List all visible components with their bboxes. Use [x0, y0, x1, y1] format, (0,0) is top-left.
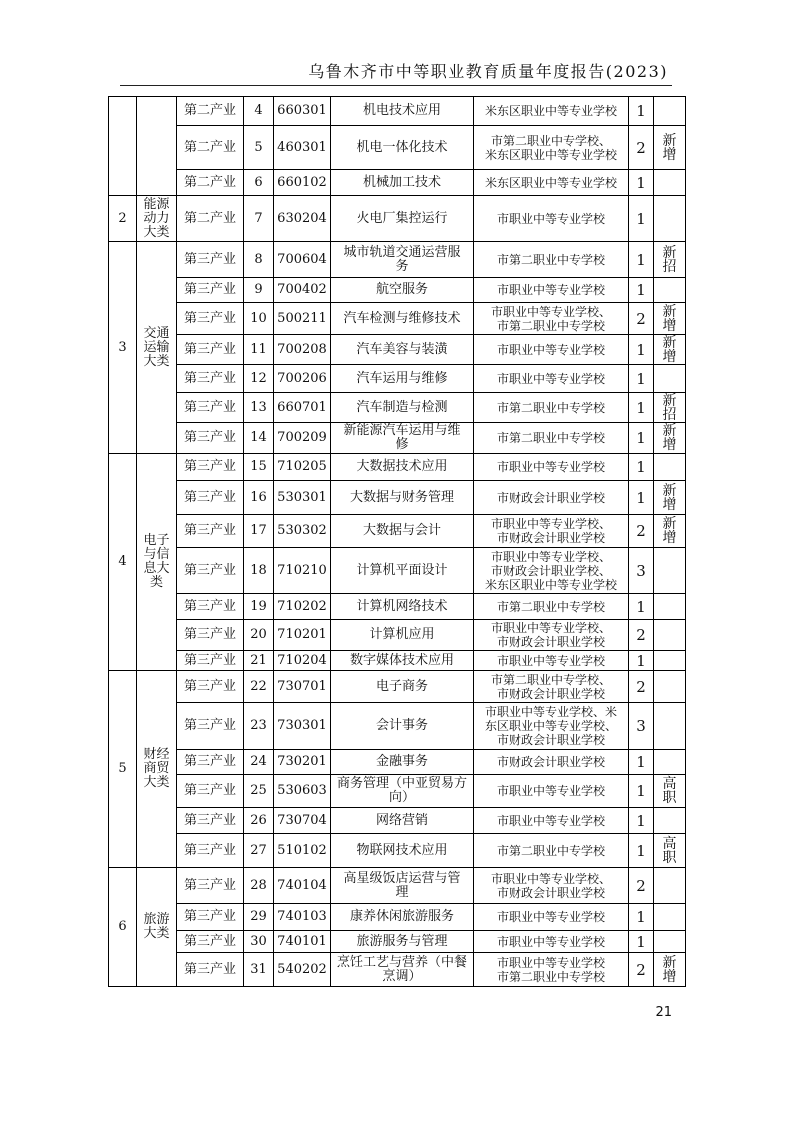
industry-cell: 第三产业: [177, 278, 244, 303]
table-row: [109, 126, 686, 170]
school-cell: 市第二职业中专学校: [474, 834, 629, 868]
industry-cell: 第三产业: [177, 242, 244, 278]
table-row: [109, 365, 686, 393]
major-cell: 汽车运用与维修: [331, 365, 474, 393]
table-row: [109, 775, 686, 808]
remark-cell: [654, 931, 686, 953]
sequence-cell: 31: [244, 953, 274, 987]
sequence-cell: 21: [244, 651, 274, 671]
table-row: [109, 170, 686, 196]
remark-cell: 高 职: [654, 834, 686, 868]
count-cell: 1: [629, 481, 654, 515]
code-cell: 540202: [274, 953, 331, 987]
major-cell: 旅游服务与管理: [331, 931, 474, 953]
table-row: [109, 834, 686, 868]
count-cell: 1: [629, 775, 654, 808]
school-cell: 市职业中等专业学校 市第二职业中专学校: [474, 953, 629, 987]
code-cell: 730704: [274, 808, 331, 834]
code-cell: 660301: [274, 97, 331, 126]
code-cell: 460301: [274, 126, 331, 170]
industry-cell: 第三产业: [177, 548, 244, 594]
major-cell: 会计事务: [331, 703, 474, 750]
code-cell: 700604: [274, 242, 331, 278]
sequence-cell: 10: [244, 303, 274, 335]
industry-cell: 第三产业: [177, 834, 244, 868]
remark-cell: 新 招: [654, 242, 686, 278]
major-cell: 烹饪工艺与营养（中餐 烹调）: [331, 953, 474, 987]
major-cell: 网络营销: [331, 808, 474, 834]
industry-cell: 第三产业: [177, 454, 244, 481]
code-cell: 700206: [274, 365, 331, 393]
table-row: [109, 931, 686, 953]
remark-cell: [654, 365, 686, 393]
remark-cell: [654, 548, 686, 594]
sequence-cell: 23: [244, 703, 274, 750]
category-number: 6: [109, 868, 137, 987]
table-row: [109, 393, 686, 423]
sequence-cell: 27: [244, 834, 274, 868]
count-cell: 1: [629, 454, 654, 481]
school-cell: 市职业中等专业学校: [474, 335, 629, 365]
table-row: [109, 651, 686, 671]
industry-cell: 第三产业: [177, 651, 244, 671]
school-cell: 市职业中等专业学校、米 东区职业中等专业学校、 市财政会计职业学校: [474, 703, 629, 750]
industry-cell: 第三产业: [177, 303, 244, 335]
industry-cell: 第三产业: [177, 904, 244, 931]
code-cell: 730701: [274, 671, 331, 703]
industry-cell: 第三产业: [177, 620, 244, 651]
table-row: [109, 868, 686, 904]
sequence-cell: 19: [244, 594, 274, 620]
table-row: [109, 481, 686, 515]
major-cell: 数字媒体技术应用: [331, 651, 474, 671]
school-cell: 市职业中等专业学校、 市财政会计职业学校: [474, 868, 629, 904]
table-row: [109, 303, 686, 335]
table-row: [109, 808, 686, 834]
code-cell: 710202: [274, 594, 331, 620]
school-cell: 市职业中等专业学校: [474, 775, 629, 808]
school-cell: 市职业中等专业学校: [474, 454, 629, 481]
major-cell: 康养休闲旅游服务: [331, 904, 474, 931]
code-cell: 500211: [274, 303, 331, 335]
school-cell: 市财政会计职业学校: [474, 481, 629, 515]
count-cell: 1: [629, 750, 654, 775]
table-row: [109, 750, 686, 775]
remark-cell: 新 招: [654, 393, 686, 423]
sequence-cell: 13: [244, 393, 274, 423]
count-cell: 1: [629, 335, 654, 365]
page-header: [120, 59, 672, 86]
count-cell: 1: [629, 393, 654, 423]
count-cell: 1: [629, 651, 654, 671]
industry-cell: 第三产业: [177, 671, 244, 703]
major-cell: 机械加工技术: [331, 170, 474, 196]
sequence-cell: 7: [244, 196, 274, 242]
table-row: [109, 953, 686, 987]
major-cell: 高星级饭店运营与管 理: [331, 868, 474, 904]
code-cell: 710205: [274, 454, 331, 481]
industry-cell: 第二产业: [177, 126, 244, 170]
industry-cell: 第三产业: [177, 703, 244, 750]
school-cell: 市职业中等专业学校、 市财政会计职业学校、 米东区职业中等专业学校: [474, 548, 629, 594]
industry-cell: 第三产业: [177, 808, 244, 834]
industry-cell: 第三产业: [177, 515, 244, 548]
industry-cell: 第二产业: [177, 97, 244, 126]
category-name: 能源 动力 大类: [137, 196, 177, 242]
remark-cell: 新 增: [654, 335, 686, 365]
sequence-cell: 8: [244, 242, 274, 278]
category-number: 5: [109, 671, 137, 868]
category-number: 4: [109, 454, 137, 671]
remark-cell: [654, 868, 686, 904]
count-cell: 1: [629, 196, 654, 242]
category-name: 财经 商贸 大类: [137, 671, 177, 868]
table-row: [109, 904, 686, 931]
industry-cell: 第三产业: [177, 594, 244, 620]
industry-cell: 第三产业: [177, 931, 244, 953]
category-name: 电子 与信 息大 类: [137, 454, 177, 671]
sequence-cell: 6: [244, 170, 274, 196]
school-cell: 市职业中等专业学校: [474, 651, 629, 671]
remark-cell: [654, 703, 686, 750]
industry-cell: 第三产业: [177, 481, 244, 515]
category-name: 交通 运输 大类: [137, 242, 177, 454]
code-cell: 660102: [274, 170, 331, 196]
count-cell: 1: [629, 423, 654, 454]
major-cell: 机电技术应用: [331, 97, 474, 126]
code-cell: 530302: [274, 515, 331, 548]
sequence-cell: 17: [244, 515, 274, 548]
industry-cell: 第二产业: [177, 196, 244, 242]
category-number: 2: [109, 196, 137, 242]
category-number: 3: [109, 242, 137, 454]
code-cell: 530301: [274, 481, 331, 515]
school-cell: 市第二职业中专学校: [474, 242, 629, 278]
code-cell: 700209: [274, 423, 331, 454]
school-cell: 市职业中等专业学校: [474, 365, 629, 393]
sequence-cell: 14: [244, 423, 274, 454]
major-cell: 航空服务: [331, 278, 474, 303]
industry-cell: 第三产业: [177, 423, 244, 454]
table-row: [109, 278, 686, 303]
code-cell: 530603: [274, 775, 331, 808]
remark-cell: [654, 594, 686, 620]
category-name: [137, 97, 177, 196]
count-cell: 2: [629, 515, 654, 548]
remark-cell: 新 增: [654, 126, 686, 170]
industry-cell: 第三产业: [177, 953, 244, 987]
sequence-cell: 28: [244, 868, 274, 904]
industry-cell: 第三产业: [177, 365, 244, 393]
page-number: 21: [655, 1005, 672, 1020]
remark-cell: [654, 97, 686, 126]
industry-cell: 第三产业: [177, 775, 244, 808]
sequence-cell: 30: [244, 931, 274, 953]
school-cell: 米东区职业中等专业学校: [474, 170, 629, 196]
remark-cell: 新 增: [654, 953, 686, 987]
count-cell: 1: [629, 594, 654, 620]
count-cell: 1: [629, 365, 654, 393]
school-cell: 市职业中等专业学校: [474, 196, 629, 242]
count-cell: 3: [629, 703, 654, 750]
table-row: [109, 671, 686, 703]
school-cell: 市职业中等专业学校: [474, 278, 629, 303]
table-row: [109, 454, 686, 481]
sequence-cell: 4: [244, 97, 274, 126]
category-name: 旅游 大类: [137, 868, 177, 987]
major-cell: 汽车制造与检测: [331, 393, 474, 423]
count-cell: 1: [629, 170, 654, 196]
remark-cell: [654, 196, 686, 242]
sequence-cell: 18: [244, 548, 274, 594]
major-cell: 计算机平面设计: [331, 548, 474, 594]
count-cell: 2: [629, 126, 654, 170]
school-cell: 市职业中等专业学校: [474, 808, 629, 834]
school-cell: 市职业中等专业学校: [474, 904, 629, 931]
table-row: [109, 515, 686, 548]
school-cell: 市职业中等专业学校: [474, 931, 629, 953]
sequence-cell: 11: [244, 335, 274, 365]
count-cell: 2: [629, 620, 654, 651]
major-cell: 机电一体化技术: [331, 126, 474, 170]
count-cell: 2: [629, 868, 654, 904]
sequence-cell: 24: [244, 750, 274, 775]
school-cell: 市财政会计职业学校: [474, 750, 629, 775]
industry-cell: 第三产业: [177, 868, 244, 904]
sequence-cell: 9: [244, 278, 274, 303]
table-row: [109, 97, 686, 126]
sequence-cell: 29: [244, 904, 274, 931]
remark-cell: [654, 454, 686, 481]
remark-cell: 新 增: [654, 515, 686, 548]
major-cell: 计算机网络技术: [331, 594, 474, 620]
code-cell: 740103: [274, 904, 331, 931]
major-cell: 金融事务: [331, 750, 474, 775]
table-row: [109, 196, 686, 242]
remark-cell: 高 职: [654, 775, 686, 808]
table-row: [109, 594, 686, 620]
table-row: [109, 242, 686, 278]
remark-cell: [654, 170, 686, 196]
school-cell: 市第二职业中专学校: [474, 423, 629, 454]
majors-table: [108, 96, 686, 987]
remark-cell: 新 增: [654, 481, 686, 515]
count-cell: 2: [629, 671, 654, 703]
code-cell: 710210: [274, 548, 331, 594]
sequence-cell: 20: [244, 620, 274, 651]
count-cell: 2: [629, 303, 654, 335]
count-cell: 1: [629, 808, 654, 834]
remark-cell: [654, 904, 686, 931]
school-cell: 市职业中等专业学校、 市财政会计职业学校: [474, 620, 629, 651]
table-row: [109, 620, 686, 651]
code-cell: 510102: [274, 834, 331, 868]
code-cell: 630204: [274, 196, 331, 242]
code-cell: 700208: [274, 335, 331, 365]
school-cell: 市第二职业中专学校: [474, 393, 629, 423]
category-number: [109, 97, 137, 196]
code-cell: 710201: [274, 620, 331, 651]
header-title: 乌鲁木齐市中等职业教育质量年度报告(2023): [308, 62, 668, 81]
school-cell: 市第二职业中专学校、 市财政会计职业学校: [474, 671, 629, 703]
remark-cell: [654, 278, 686, 303]
major-cell: 商务管理（中亚贸易方 向）: [331, 775, 474, 808]
major-cell: 计算机应用: [331, 620, 474, 651]
code-cell: 710204: [274, 651, 331, 671]
major-cell: 电子商务: [331, 671, 474, 703]
count-cell: 1: [629, 904, 654, 931]
major-cell: 城市轨道交通运营服 务: [331, 242, 474, 278]
school-cell: 米东区职业中等专业学校: [474, 97, 629, 126]
remark-cell: [654, 750, 686, 775]
remark-cell: 新 增: [654, 303, 686, 335]
sequence-cell: 26: [244, 808, 274, 834]
major-cell: 大数据与财务管理: [331, 481, 474, 515]
major-cell: 火电厂集控运行: [331, 196, 474, 242]
major-cell: 大数据技术应用: [331, 454, 474, 481]
sequence-cell: 16: [244, 481, 274, 515]
table-row: [109, 548, 686, 594]
count-cell: 1: [629, 931, 654, 953]
school-cell: 市职业中等专业学校、 市财政会计职业学校: [474, 515, 629, 548]
sequence-cell: 12: [244, 365, 274, 393]
code-cell: 740104: [274, 868, 331, 904]
school-cell: 市第二职业中专学校、 米东区职业中等专业学校: [474, 126, 629, 170]
major-cell: 大数据与会计: [331, 515, 474, 548]
remark-cell: 新 增: [654, 423, 686, 454]
table-row: [109, 423, 686, 454]
count-cell: 2: [629, 953, 654, 987]
table-row: [109, 703, 686, 750]
code-cell: 660701: [274, 393, 331, 423]
sequence-cell: 5: [244, 126, 274, 170]
table-row: [109, 335, 686, 365]
industry-cell: 第三产业: [177, 335, 244, 365]
major-cell: 新能源汽车运用与维 修: [331, 423, 474, 454]
major-cell: 汽车美容与装潢: [331, 335, 474, 365]
school-cell: 市第二职业中专学校: [474, 594, 629, 620]
count-cell: 1: [629, 278, 654, 303]
remark-cell: [654, 651, 686, 671]
remark-cell: [654, 808, 686, 834]
count-cell: 1: [629, 242, 654, 278]
remark-cell: [654, 620, 686, 651]
code-cell: 730201: [274, 750, 331, 775]
code-cell: 700402: [274, 278, 331, 303]
code-cell: 740101: [274, 931, 331, 953]
sequence-cell: 15: [244, 454, 274, 481]
code-cell: 730301: [274, 703, 331, 750]
count-cell: 1: [629, 834, 654, 868]
sequence-cell: 25: [244, 775, 274, 808]
school-cell: 市职业中等专业学校、 市第二职业中专学校: [474, 303, 629, 335]
count-cell: 3: [629, 548, 654, 594]
industry-cell: 第三产业: [177, 393, 244, 423]
industry-cell: 第三产业: [177, 750, 244, 775]
count-cell: 1: [629, 97, 654, 126]
sequence-cell: 22: [244, 671, 274, 703]
major-cell: 物联网技术应用: [331, 834, 474, 868]
major-cell: 汽车检测与维修技术: [331, 303, 474, 335]
industry-cell: 第二产业: [177, 170, 244, 196]
remark-cell: [654, 671, 686, 703]
